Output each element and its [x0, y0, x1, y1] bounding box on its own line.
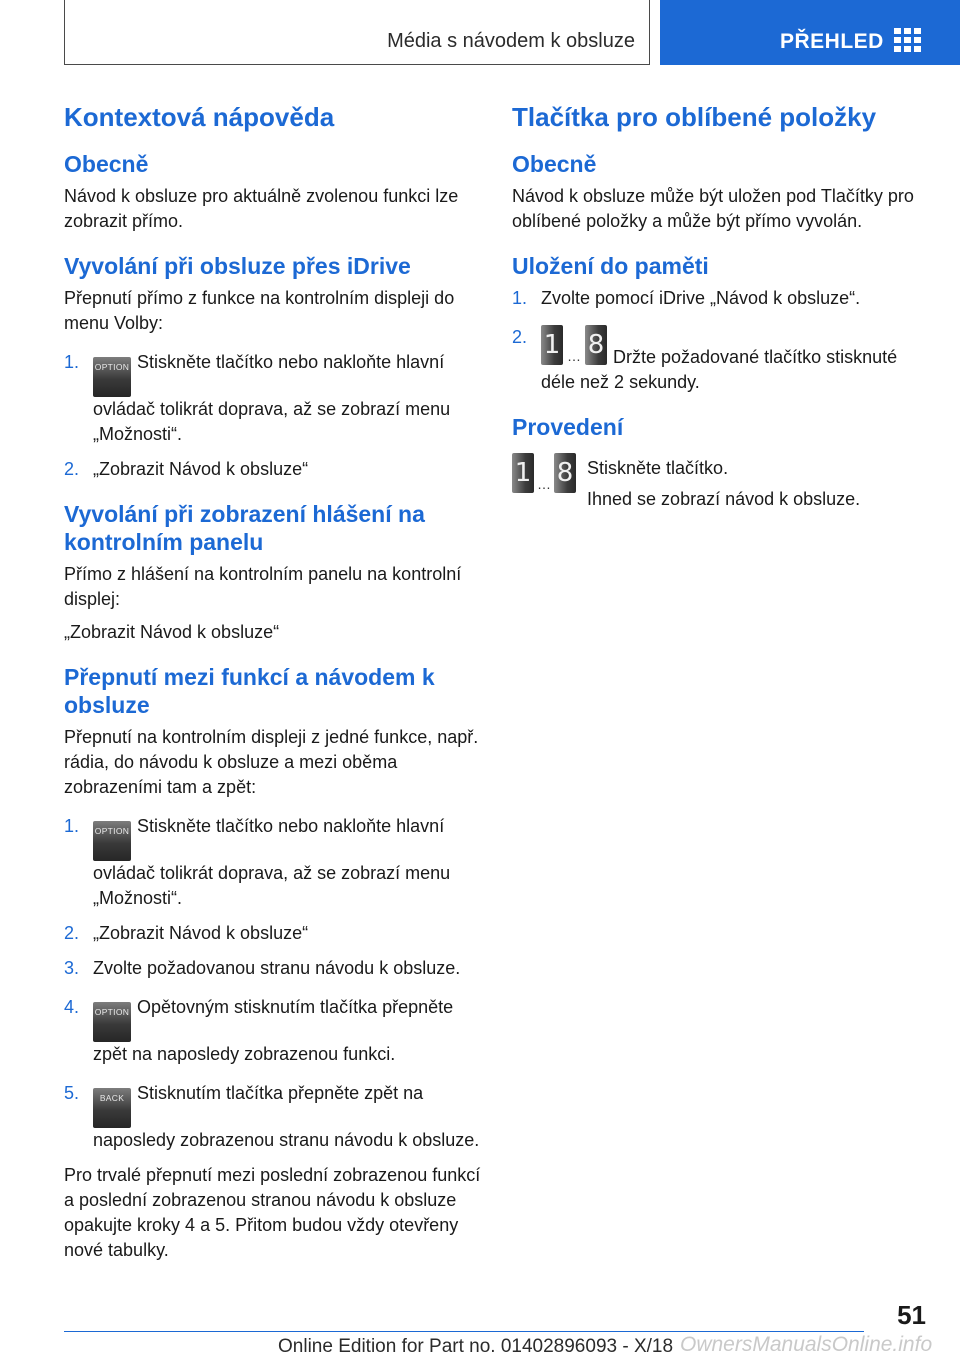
step-text: Stiskněte tlačítko nebo nakloňte hlavní ovládač tolikrát doprava, až se zobrazí menu „Možnosti“.: [93, 816, 451, 908]
step-text: „Zobrazit Návod k obsluze“: [93, 923, 309, 943]
overview-nav-label: PŘEHLED: [780, 30, 884, 53]
panel-section: [64, 500, 482, 645]
step-text: „Zobrazit Návod k obsluze“: [93, 459, 309, 479]
list-item: [64, 921, 482, 946]
favorite-buttons-icon: [541, 325, 607, 365]
exec-heading: Provedení: [512, 414, 624, 440]
list-item: [512, 286, 922, 311]
general-heading: Obecně: [64, 151, 149, 177]
list-item: [512, 325, 922, 395]
switch-footer-text: Pro trvalé přepnutí mezi poslední zobrazenou funkcí a poslední zobrazenou stranou návodu k obsluze opakujte kroky 4 a 5. Přitom budou vždy otevřeny nové tabulky.: [64, 1165, 481, 1260]
footer-divider: [64, 1331, 864, 1332]
switch-heading: Přepnutí mezi funkcí a návodem k obsluze: [64, 664, 435, 718]
general-text: Návod k obsluze pro aktuálně zvolenou funkci lze zobrazit přímo.: [64, 186, 459, 231]
favorite-dots: …: [567, 348, 581, 364]
step-number: 1.: [64, 352, 80, 372]
switch-text: Přepnutí na kontrolním displeji z jedné funkce, např. rádia, do návodu k obsluze a mezi oběma zobrazeními tam a zpět:: [64, 727, 479, 797]
favorite-key-1-icon: 1: [541, 325, 563, 365]
option-button-icon: OPTION: [93, 821, 131, 861]
step-text: Opětovným stisknutím tlačítka přepněte zpět na naposledy zobrazenou funkci.: [93, 997, 454, 1064]
step-text: Zvolte požadovanou stranu návodu k obsluze.: [93, 958, 461, 978]
save-heading: Uložení do paměti: [512, 253, 709, 279]
exec-line-2: Ihned se zobrazí návod k obsluze.: [587, 489, 861, 509]
exec-section: [512, 413, 922, 523]
exec-text: [587, 453, 860, 515]
save-section: [512, 252, 922, 395]
back-button-icon: BACK: [93, 1088, 131, 1128]
overview-nav-button[interactable]: [660, 0, 960, 65]
panel-text-2: „Zobrazit Návod k obsluze“: [64, 622, 280, 642]
favorite-key-8-icon: 8: [585, 325, 607, 365]
step-number: 4.: [64, 997, 80, 1017]
step-number: 1.: [512, 288, 528, 308]
switch-section: [64, 663, 482, 1263]
list-item: [64, 350, 482, 447]
grid-icon: [894, 28, 922, 53]
favorite-key-1-icon: 1: [512, 453, 534, 493]
idrive-heading: Vyvolání při obsluze přes iDrive: [64, 253, 411, 279]
step-number: 5.: [64, 1083, 80, 1103]
step-text: Zvolte pomocí iDrive „Návod k obsluze“.: [541, 288, 861, 308]
right-column: [512, 100, 922, 541]
panel-heading: Vyvolání při zobrazení hlášení na kontrolním panelu: [64, 501, 425, 555]
context-help-title: Kontextová nápověda: [64, 102, 335, 132]
step-text: Držte požadované tlačítko stisknuté déle než 2 sekundy.: [541, 347, 898, 392]
list-item: [64, 457, 482, 482]
exec-row: [512, 453, 922, 523]
favorites-general-text: Návod k obsluze může být uložen pod Tlačítky pro oblíbené položky a může být přímo vyvolán.: [512, 186, 914, 231]
step-number: 3.: [64, 958, 80, 978]
favorites-title: Tlačítka pro oblíbené položky: [512, 102, 877, 132]
list-item: [64, 956, 482, 981]
idrive-section: [64, 252, 482, 482]
favorite-key-8-icon: 8: [554, 453, 576, 493]
footer-edition: Online Edition for Part no. 01402896093 - X/18: [278, 1336, 674, 1357]
step-number: 2.: [512, 327, 528, 347]
left-column: [64, 100, 482, 1281]
step-text: Stisknutím tlačítka přepněte zpět na naposledy zobrazenou stranu návodu k obsluze.: [93, 1083, 480, 1150]
step-text: Stiskněte tlačítko nebo nakloňte hlavní ovládač tolikrát doprava, až se zobrazí menu „Možnosti“.: [93, 352, 451, 444]
header-section-tab: [64, 0, 650, 65]
header-section-label: Média s návodem k obsluze: [387, 30, 635, 52]
idrive-text: Přepnutí přímo z funkce na kontrolním displeji do menu Volby:: [64, 288, 455, 333]
favorites-general-section: [512, 150, 922, 234]
option-button-icon: OPTION: [93, 357, 131, 397]
option-button-icon: OPTION: [93, 1002, 131, 1042]
panel-text: Přímo z hlášení na kontrolním panelu na kontrolní displej:: [64, 564, 462, 609]
general-section: [64, 150, 482, 234]
page-number: 51: [897, 1300, 926, 1330]
favorite-buttons-icon: [512, 453, 576, 493]
list-item: [64, 1081, 482, 1153]
step-number: 2.: [64, 923, 80, 943]
step-number: 2.: [64, 459, 80, 479]
favorite-dots: …: [537, 476, 551, 492]
list-item: [64, 995, 482, 1067]
watermark: OwnersManualsOnline.info: [680, 1333, 933, 1356]
favorites-general-heading: Obecně: [512, 151, 597, 177]
step-number: 1.: [64, 816, 80, 836]
list-item: [64, 814, 482, 911]
exec-line-1: Stiskněte tlačítko.: [587, 458, 729, 478]
